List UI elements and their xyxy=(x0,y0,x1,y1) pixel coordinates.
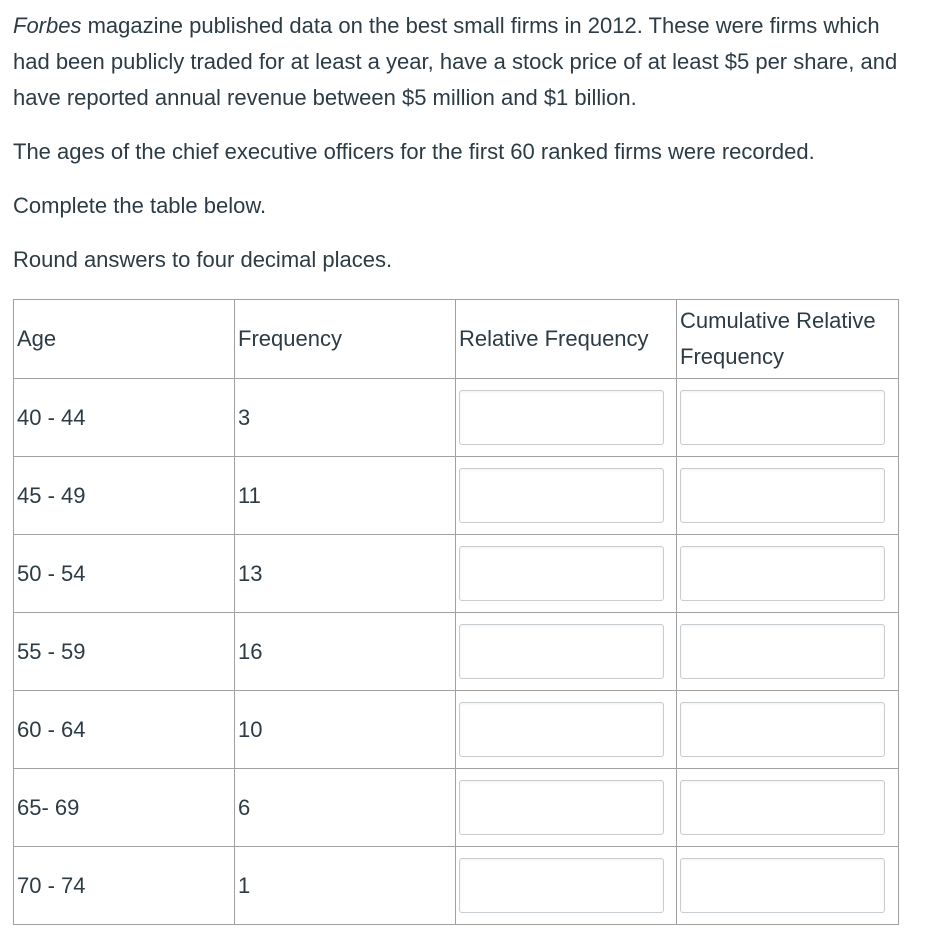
relative-frequency-cell xyxy=(456,535,677,613)
cumulative-relative-frequency-cell xyxy=(677,769,899,847)
table-row xyxy=(14,457,899,535)
relative-frequency-input[interactable] xyxy=(459,624,664,679)
relative-frequency-cell xyxy=(456,847,677,925)
table-header-row xyxy=(14,300,899,379)
cumulative-relative-frequency-input[interactable] xyxy=(680,468,885,523)
age-cell: 45 - 49 xyxy=(14,457,235,535)
header-cumulative-relative-frequency: Cumulative Relative Frequency xyxy=(677,300,899,379)
publisher-name: Forbes xyxy=(13,13,82,38)
cumulative-relative-frequency-input[interactable] xyxy=(680,390,885,445)
relative-frequency-input[interactable] xyxy=(459,468,664,523)
table-row xyxy=(14,535,899,613)
frequency-cell: 11 xyxy=(235,457,456,535)
cumulative-relative-frequency-input[interactable] xyxy=(680,780,885,835)
age-cell: 65- 69 xyxy=(14,769,235,847)
age-cell: 70 - 74 xyxy=(14,847,235,925)
cumulative-relative-frequency-cell xyxy=(677,691,899,769)
data-description: The ages of the chief executive officers for the first 60 ranked firms were recorded. xyxy=(13,139,815,164)
cumulative-relative-frequency-input[interactable] xyxy=(680,624,885,679)
age-cell: 40 - 44 xyxy=(14,379,235,457)
cumulative-relative-frequency-cell xyxy=(677,847,899,925)
frequency-cell: 10 xyxy=(235,691,456,769)
cumulative-relative-frequency-input[interactable] xyxy=(680,546,885,601)
cumulative-relative-frequency-cell xyxy=(677,535,899,613)
frequency-cell: 16 xyxy=(235,613,456,691)
frequency-cell: 3 xyxy=(235,379,456,457)
table-row xyxy=(14,847,899,925)
relative-frequency-cell xyxy=(456,379,677,457)
table-row xyxy=(14,613,899,691)
age-cell: 60 - 64 xyxy=(14,691,235,769)
relative-frequency-input[interactable] xyxy=(459,780,664,835)
relative-frequency-cell xyxy=(456,769,677,847)
frequency-cell: 1 xyxy=(235,847,456,925)
relative-frequency-input[interactable] xyxy=(459,702,664,757)
age-cell: 50 - 54 xyxy=(14,535,235,613)
relative-frequency-cell xyxy=(456,457,677,535)
age-cell: 55 - 59 xyxy=(14,613,235,691)
question-text xyxy=(13,8,918,278)
relative-frequency-input[interactable] xyxy=(459,546,664,601)
relative-frequency-input[interactable] xyxy=(459,390,664,445)
rounding-instruction: Round answers to four decimal places. xyxy=(13,247,393,272)
instruction: Complete the table below. xyxy=(13,193,267,218)
header-age: Age xyxy=(14,300,235,379)
cumulative-relative-frequency-input[interactable] xyxy=(680,858,885,913)
header-frequency: Frequency xyxy=(235,300,456,379)
cumulative-relative-frequency-cell xyxy=(677,457,899,535)
table-row xyxy=(14,691,899,769)
relative-frequency-cell xyxy=(456,691,677,769)
relative-frequency-input[interactable] xyxy=(459,858,664,913)
cumulative-relative-frequency-input[interactable] xyxy=(680,702,885,757)
table-row xyxy=(14,769,899,847)
table-row xyxy=(14,379,899,457)
frequency-cell: 6 xyxy=(235,769,456,847)
frequency-cell: 13 xyxy=(235,535,456,613)
cumulative-relative-frequency-cell xyxy=(677,613,899,691)
header-relative-frequency: Relative Frequency xyxy=(456,300,677,379)
frequency-table xyxy=(13,299,899,925)
intro-paragraph xyxy=(13,8,918,116)
intro-paragraph-text: magazine published data on the best small firms in 2012. These were firms which had been publicly traded for at least a year, have a stock price of at least $5 per share, and have reported annual revenue between $5 million and $1 billion. xyxy=(13,13,898,110)
cumulative-relative-frequency-cell xyxy=(677,379,899,457)
relative-frequency-cell xyxy=(456,613,677,691)
